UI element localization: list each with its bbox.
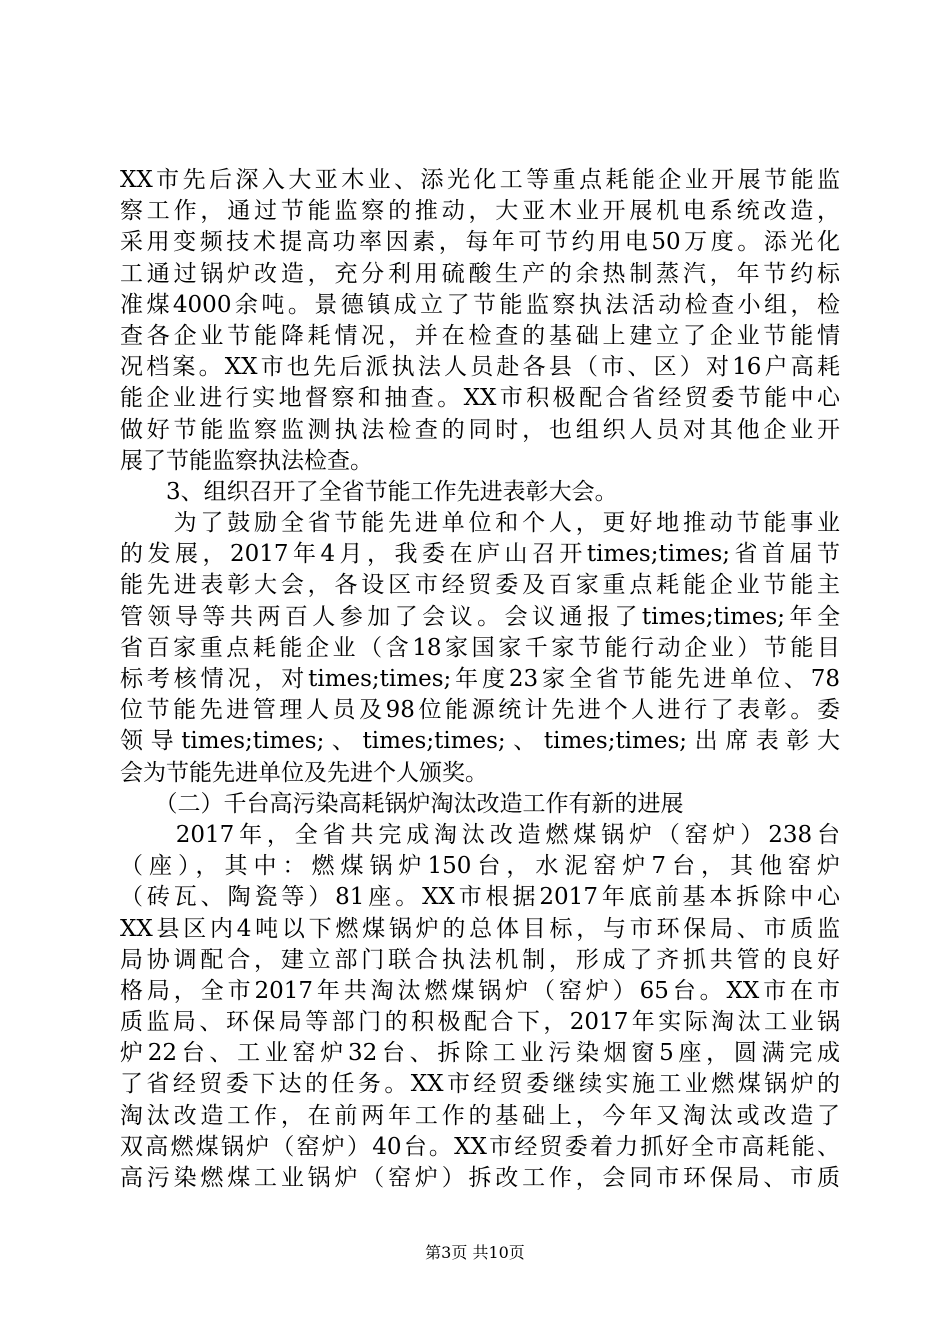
text-line: 为了鼓励全省节能先进单位和个人，更好地推动节能事业 bbox=[120, 510, 840, 537]
text-line: 2017年，全省共完成淘汰改造燃煤锅炉（窑炉）238台 bbox=[120, 821, 840, 848]
text-line: 能企业进行实地督察和抽查。XX市积极配合省经贸委节能中心 bbox=[120, 385, 840, 412]
text-line: 察工作，通过节能监察的推动，大亚木业开展机电系统改造， bbox=[120, 198, 840, 225]
text-line: 能先进表彰大会，各设区市经贸委及百家重点耗能企业节能主 bbox=[120, 572, 840, 599]
text-line: 况档案。XX市也先后派执法人员赴各县（市、区）对16户高耗 bbox=[120, 354, 840, 381]
text-line: 淘汰改造工作，在前两年工作的基础上，今年又淘汰或改造了 bbox=[120, 1102, 840, 1129]
text-line: 查各企业节能降耗情况，并在检查的基础上建立了企业节能情 bbox=[120, 322, 840, 349]
text-line: XX县区内4吨以下燃煤锅炉的总体目标，与市环保局、市质监 bbox=[120, 915, 840, 942]
document-body bbox=[120, 165, 840, 1194]
text-line: 工通过锅炉改造，充分利用硫酸生产的余热制蒸汽，年节约标 bbox=[120, 260, 840, 287]
text-line: 的发展，2017年4月，我委在庐山召开times;times;省首届节 bbox=[120, 541, 840, 568]
text-line: （砖瓦、陶瓷等）81座。XX市根据2017年底前基本拆除中心 bbox=[120, 884, 840, 911]
text-line: 位节能先进管理人员及98位能源统计先进个人进行了表彰。委 bbox=[120, 697, 840, 724]
text-line: 领导times;times;、times;times;、times;times;出席表彰大 bbox=[120, 728, 840, 755]
text-line: 采用变频技术提高功率因素，每年可节约用电50万度。添光化 bbox=[120, 229, 840, 256]
section-heading: 3、组织召开了全省节能工作先进表彰大会。 bbox=[120, 478, 618, 505]
text-line: 会为节能先进单位及先进个人颁奖。 bbox=[120, 759, 488, 786]
page-footer bbox=[0, 1243, 950, 1263]
text-line: XX市先后深入大亚木业、添光化工等重点耗能企业开展节能监 bbox=[120, 167, 840, 193]
text-line: 质监局、环保局等部门的积极配合下，2017年实际淘汰工业锅 bbox=[120, 1009, 840, 1036]
text-line: 高污染燃煤工业锅炉（窑炉）拆改工作，会同市环保局、市质 bbox=[120, 1165, 840, 1191]
page-number: 第3页 共10页 bbox=[425, 1243, 525, 1262]
text-line: 管领导等共两百人参加了会议。会议通报了times;times;年全 bbox=[120, 603, 840, 630]
text-line: 双高燃煤锅炉（窑炉）40台。XX市经贸委着力抓好全市高耗能、 bbox=[120, 1133, 840, 1160]
text-line: 省百家重点耗能企业（含18家国家千家节能行动企业）节能目 bbox=[120, 634, 840, 661]
section-heading: （二）千台高污染高耗锅炉淘汰改造工作有新的进展 bbox=[120, 790, 684, 817]
text-line: 了省经贸委下达的任务。XX市经贸委继续实施工业燃煤锅炉的 bbox=[120, 1071, 840, 1098]
text-line: 准煤4000余吨。景德镇成立了节能监察执法活动检查小组，检 bbox=[120, 291, 840, 318]
text-line: 炉22台、工业窑炉32台、拆除工业污染烟窗5座，圆满完成 bbox=[120, 1040, 840, 1067]
text-line: 展了节能监察执法检查。 bbox=[120, 447, 373, 474]
text-line: 做好节能监察监测执法检查的同时，也组织人员对其他企业开 bbox=[120, 416, 840, 443]
text-line: （座），其中：燃煤锅炉150台，水泥窑炉7台，其他窑炉 bbox=[120, 853, 840, 880]
text-line: 格局，全市2017年共淘汰燃煤锅炉（窑炉）65台。XX市在市 bbox=[120, 977, 840, 1004]
text-line: 标考核情况，对times;times;年度23家全省节能先进单位、78 bbox=[120, 666, 840, 692]
text-line: 局协调配合，建立部门联合执法机制，形成了齐抓共管的良好 bbox=[120, 946, 840, 973]
